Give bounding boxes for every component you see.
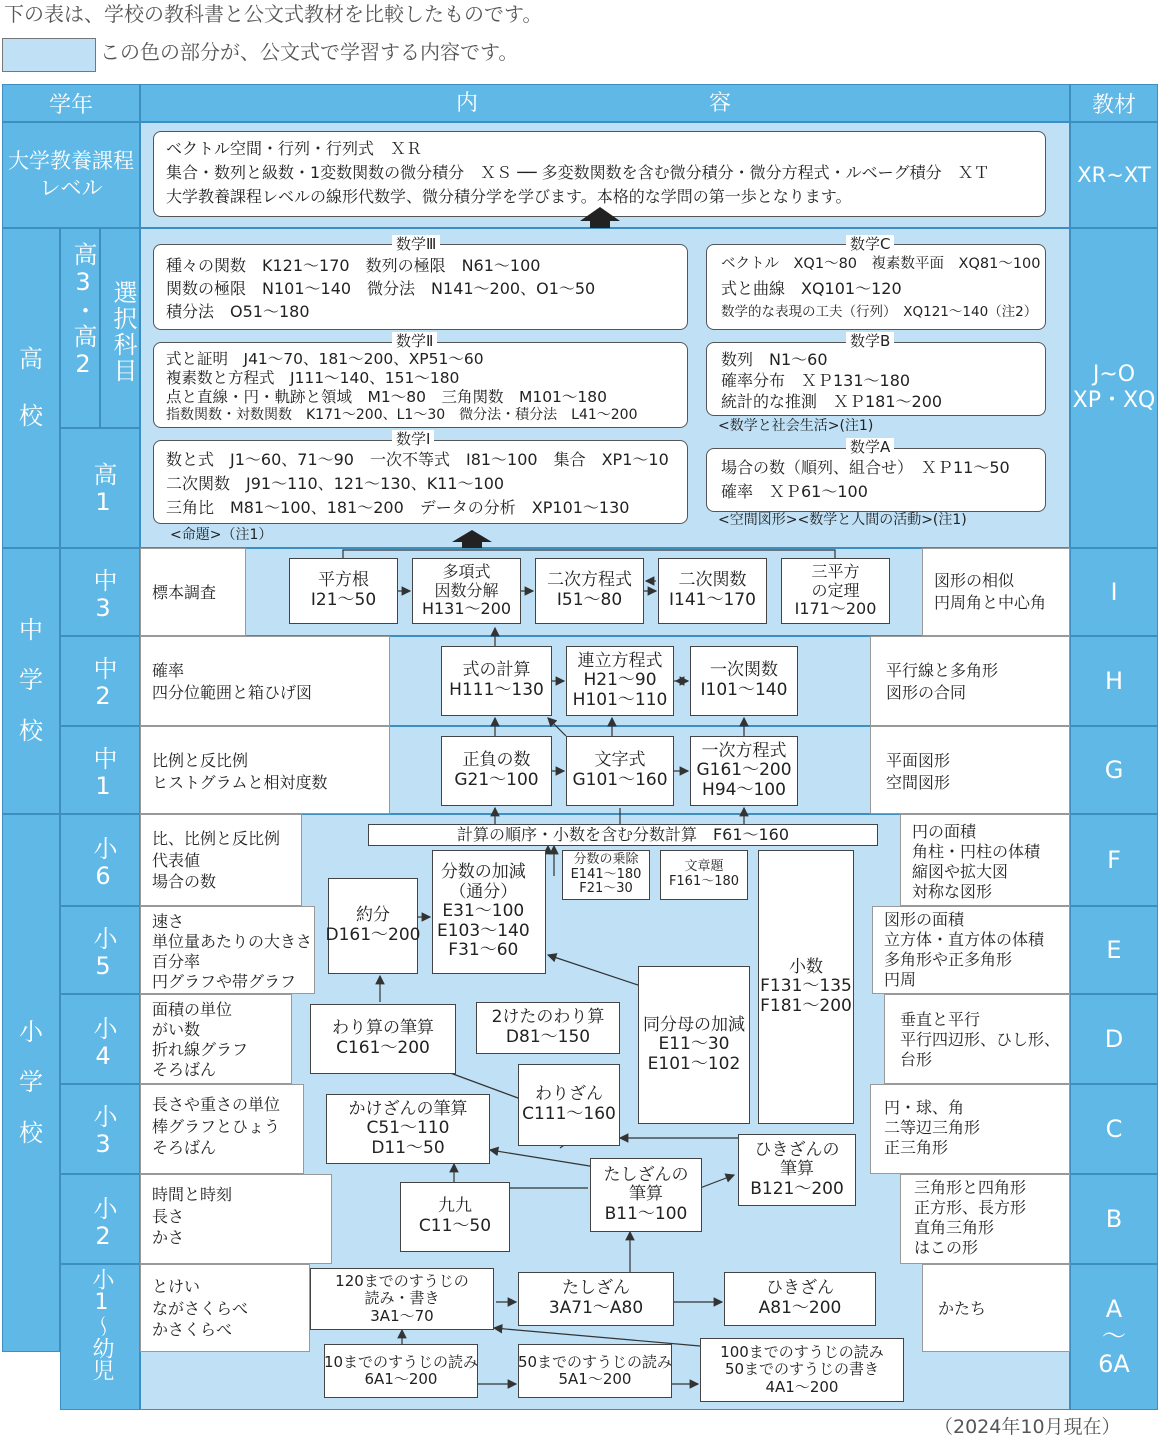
div-written-box: わり算の筆算 C161～200 <box>310 1004 456 1074</box>
g3-left: 標本調査 <box>152 583 217 602</box>
e6-right: 円の面積 角柱・円柱の体積 縮図や拡大図 対称な図形 <box>912 822 1041 901</box>
read120-box: 120までのすうじの 読み・書き 3A1～70 <box>310 1268 494 1330</box>
math2-line-2: 複素数と方程式 J111～140、151～180 <box>166 369 460 387</box>
g2-linear-fn: 一次関数 I101～140 <box>690 646 798 716</box>
g2-material: H <box>1070 636 1158 726</box>
g1-linear-eq: 一次方程式 G161～200 H94～100 <box>690 736 798 806</box>
frac-mul-box: 分数の乗除 E141～180 F21～30 <box>562 850 650 900</box>
math3-line-2: 関数の極限 N101～140 微分法 N141～200、O1～50 <box>166 279 596 298</box>
e5-material: E <box>1070 906 1158 994</box>
e6-material: F <box>1070 814 1158 906</box>
high-sub-upper: 高3・高2 <box>69 242 97 380</box>
math3-line-1: 種々の関数 K121～170 数列の極限 N61～100 <box>166 256 541 275</box>
math2-line-3: 点と直線・円・軌跡と領域 M1～80 三角関数 M101～180 <box>166 388 608 406</box>
univ-material: XR~XT <box>1070 122 1158 228</box>
high-elective: 選択科目 <box>109 280 137 384</box>
frac-add-box: 分数の加減 （通分） E31～100 E103～140 F31～60 <box>432 850 546 974</box>
e4-material: D <box>1070 994 1158 1084</box>
g1-material: G <box>1070 726 1158 814</box>
math1-line-2: 二次関数 J91～110、121～130、K11～100 <box>166 474 505 493</box>
e4-right: 垂直と平行 平行四辺形、ひし形、 台形 <box>900 1010 1061 1069</box>
note-society: <数学と社会生活>(注1) <box>718 418 874 434</box>
word-problem-box: 文章題 F161～180 <box>660 850 748 900</box>
g1-right: 平面図形 空間図形 <box>886 751 951 792</box>
math2-line-4: 指数関数・対数関数 K171～200、L1～30 微分法・積分法 L41～200 <box>166 407 638 423</box>
mathc-line-2: 式と曲線 XQ101～120 <box>721 279 902 298</box>
g3-pythag: 三平方 の定理 I171～200 <box>781 558 890 624</box>
warizan-box: わりざん C111～160 <box>518 1064 620 1146</box>
high-material: J~O XP・XQ <box>1070 228 1158 548</box>
g3-quad-eq: 二次方程式 I51～80 <box>535 558 644 624</box>
mul-written-box: かけざんの筆算 C51～110 D11～50 <box>326 1094 490 1164</box>
div2-box: 2けたのわり算 D81～150 <box>476 1002 620 1054</box>
e2-left: 時間と時刻 長さ かさ <box>152 1185 233 1248</box>
e1-label: 小1～幼児 <box>89 1268 114 1381</box>
math1-line-3: 三角比 M81～100、181～200 データの分析 XP101～130 <box>166 498 630 517</box>
univ-label: 大学教養課程 レベル <box>2 122 140 228</box>
g2-expr: 式の計算 H111～130 <box>441 646 552 716</box>
e3-right: 円・球、角 二等辺三角形 正三角形 <box>884 1098 981 1157</box>
e6-left: 比、比例と反比例 代表値 場合の数 <box>152 829 281 892</box>
intro-text: 下の表は、学校の教科書と公文式教材を比較したものです。 <box>4 2 543 26</box>
same-denom-box: 同分母の加減 E11～30 E101～102 <box>638 966 750 1124</box>
e1-left: とけい ながさくらべ かさくらべ <box>152 1277 249 1340</box>
math1-line-1: 数と式 J1～60、71～90 一次不等式 I81～100 集合 XP1～10 <box>166 450 669 469</box>
mathc-line-3: 数学的な表現の工夫（行列） XQ121～140（注2） <box>721 304 1038 320</box>
tashizan-box: たしざん 3A71～A80 <box>518 1272 674 1326</box>
math1-title: 数学Ⅰ <box>392 430 434 448</box>
g3-sqrt: 平方根 I21～50 <box>289 558 398 624</box>
yakubun-box: 約分 D161～200 <box>328 878 418 974</box>
e4-left: 面積の単位 がい数 折れ線グラフ そろばん <box>152 1000 249 1079</box>
note-space: <空間図形><数学と人間の活動>(注1) <box>718 512 967 528</box>
g3-right: 図形の相似 円周角と中心角 <box>934 571 1047 612</box>
mathb-line-2: 確率分布 ＸＰ131～180 <box>721 371 911 390</box>
legend-text: この色の部分が、公文式で学習する内容です。 <box>100 40 519 64</box>
mathc-line-1: ベクトル XQ1～80 複素数平面 XQ81～100 <box>721 256 1041 272</box>
sub-written-box: ひきざんの 筆算 B121～200 <box>738 1134 856 1206</box>
high-sub-lower: 高1 <box>89 462 117 518</box>
footer-date: （2024年10月現在） <box>934 1416 1121 1438</box>
e3-material: C <box>1070 1084 1158 1174</box>
math2-title: 数学Ⅱ <box>392 332 437 350</box>
g2-sim-eq: 連立方程式 H21～90 H101～110 <box>566 646 674 716</box>
g1-letters: 文字式 G101～160 <box>566 736 674 806</box>
g3-poly: 多項式 因数分解 H131～200 <box>412 558 521 624</box>
e5-left: 速さ 単位量あたりの大きさ 百分率 円グラフや帯グラフ <box>152 912 313 991</box>
e3-left: 長さや重さの単位 棒グラフとひょう そろばん <box>152 1095 281 1158</box>
g3-quad-fn: 二次関数 I141～170 <box>658 558 767 624</box>
read100-box: 100までのすうじの読み 50までのすうじの書き 4A1～200 <box>700 1338 904 1402</box>
header-content-b: 容 <box>709 91 732 116</box>
e2-material: B <box>1070 1174 1158 1264</box>
g2-label: 中2 <box>89 656 117 712</box>
e3-label: 小3 <box>89 1104 117 1160</box>
univ-line-1: ベクトル空間・行列・行列式 ＸＲ <box>166 139 423 158</box>
decimal-box: 小数 F131～135 F181～200 <box>758 850 854 1124</box>
calc-bar: 計算の順序・小数を含む分数計算 F61～160 <box>368 824 878 846</box>
e5-right: 図形の面積 立方体・直方体の体積 多角形や正多角形 円周 <box>884 910 1045 989</box>
add-written-box: たしざんの 筆算 B11～100 <box>590 1158 702 1232</box>
mathb-line-3: 統計的な推測 ＸＰ181～200 <box>721 392 943 411</box>
read10-box: 10までのすうじの読み 6A1～200 <box>324 1344 478 1398</box>
mathc-title: 数学C <box>846 235 894 253</box>
math3-line-3: 積分法 O51～180 <box>166 302 310 321</box>
univ-line-3: 大学教養課程レベルの線形代数学、微分積分学を学びます。本格的な学問の第一歩となります。 <box>166 187 852 206</box>
mathb-title: 数学B <box>846 332 894 350</box>
e2-label: 小2 <box>89 1196 117 1252</box>
elem-label: 小 学 校 <box>2 814 60 1352</box>
g2-right: 平行線と多角形 図形の合同 <box>886 661 999 702</box>
g3-label: 中3 <box>89 568 117 624</box>
read50-box: 50までのすうじの読み 5A1～200 <box>518 1344 672 1398</box>
header-material: 教材 <box>1070 84 1158 122</box>
note-proposition: <命題>（注1） <box>170 527 273 543</box>
g1-left: 比例と反比例 ヒストグラムと相対度数 <box>152 751 328 792</box>
matha-line-2: 確率 ＸＰ61～100 <box>721 482 868 501</box>
math3-title: 数学Ⅲ <box>392 235 440 253</box>
g2-left: 確率 四分位範囲と箱ひげ図 <box>152 661 313 702</box>
hikizan-box: ひきざん A81～200 <box>724 1272 876 1326</box>
g3-material: I <box>1070 548 1158 636</box>
g1-integers: 正負の数 G21～100 <box>441 736 552 806</box>
kuku-box: 九九 C11～50 <box>400 1182 510 1252</box>
math2-line-1: 式と証明 J41～70、181～200、XP51～60 <box>166 350 484 368</box>
mathb-line-1: 数列 N1～60 <box>721 350 828 369</box>
g1-label: 中1 <box>89 746 117 802</box>
e6-label: 小6 <box>89 836 117 892</box>
jhs-label: 中 学 校 <box>2 548 60 814</box>
e2-right: 三角形と四角形 正方形、長方形 直角三角形 はこの形 <box>914 1178 1027 1257</box>
matha-line-1: 場合の数（順列、組合せ） ＸＰ11～50 <box>721 458 1010 477</box>
e1-material: A ～ 6A <box>1070 1264 1158 1410</box>
header-grade: 学年 <box>2 84 140 122</box>
matha-title: 数学A <box>846 438 894 456</box>
e4-label: 小4 <box>89 1016 117 1072</box>
e5-label: 小5 <box>89 926 117 982</box>
e1-right: かたち <box>938 1299 987 1318</box>
header-content-a: 内 <box>456 91 479 116</box>
high-label: 高 校 <box>2 228 60 548</box>
univ-line-2: 集合・数列と級数・1変数関数の微分積分 ＸＳ ── 多変数関数を含む微分積分・微分方程式・ルベーグ積分 ＸＴ <box>166 163 990 182</box>
